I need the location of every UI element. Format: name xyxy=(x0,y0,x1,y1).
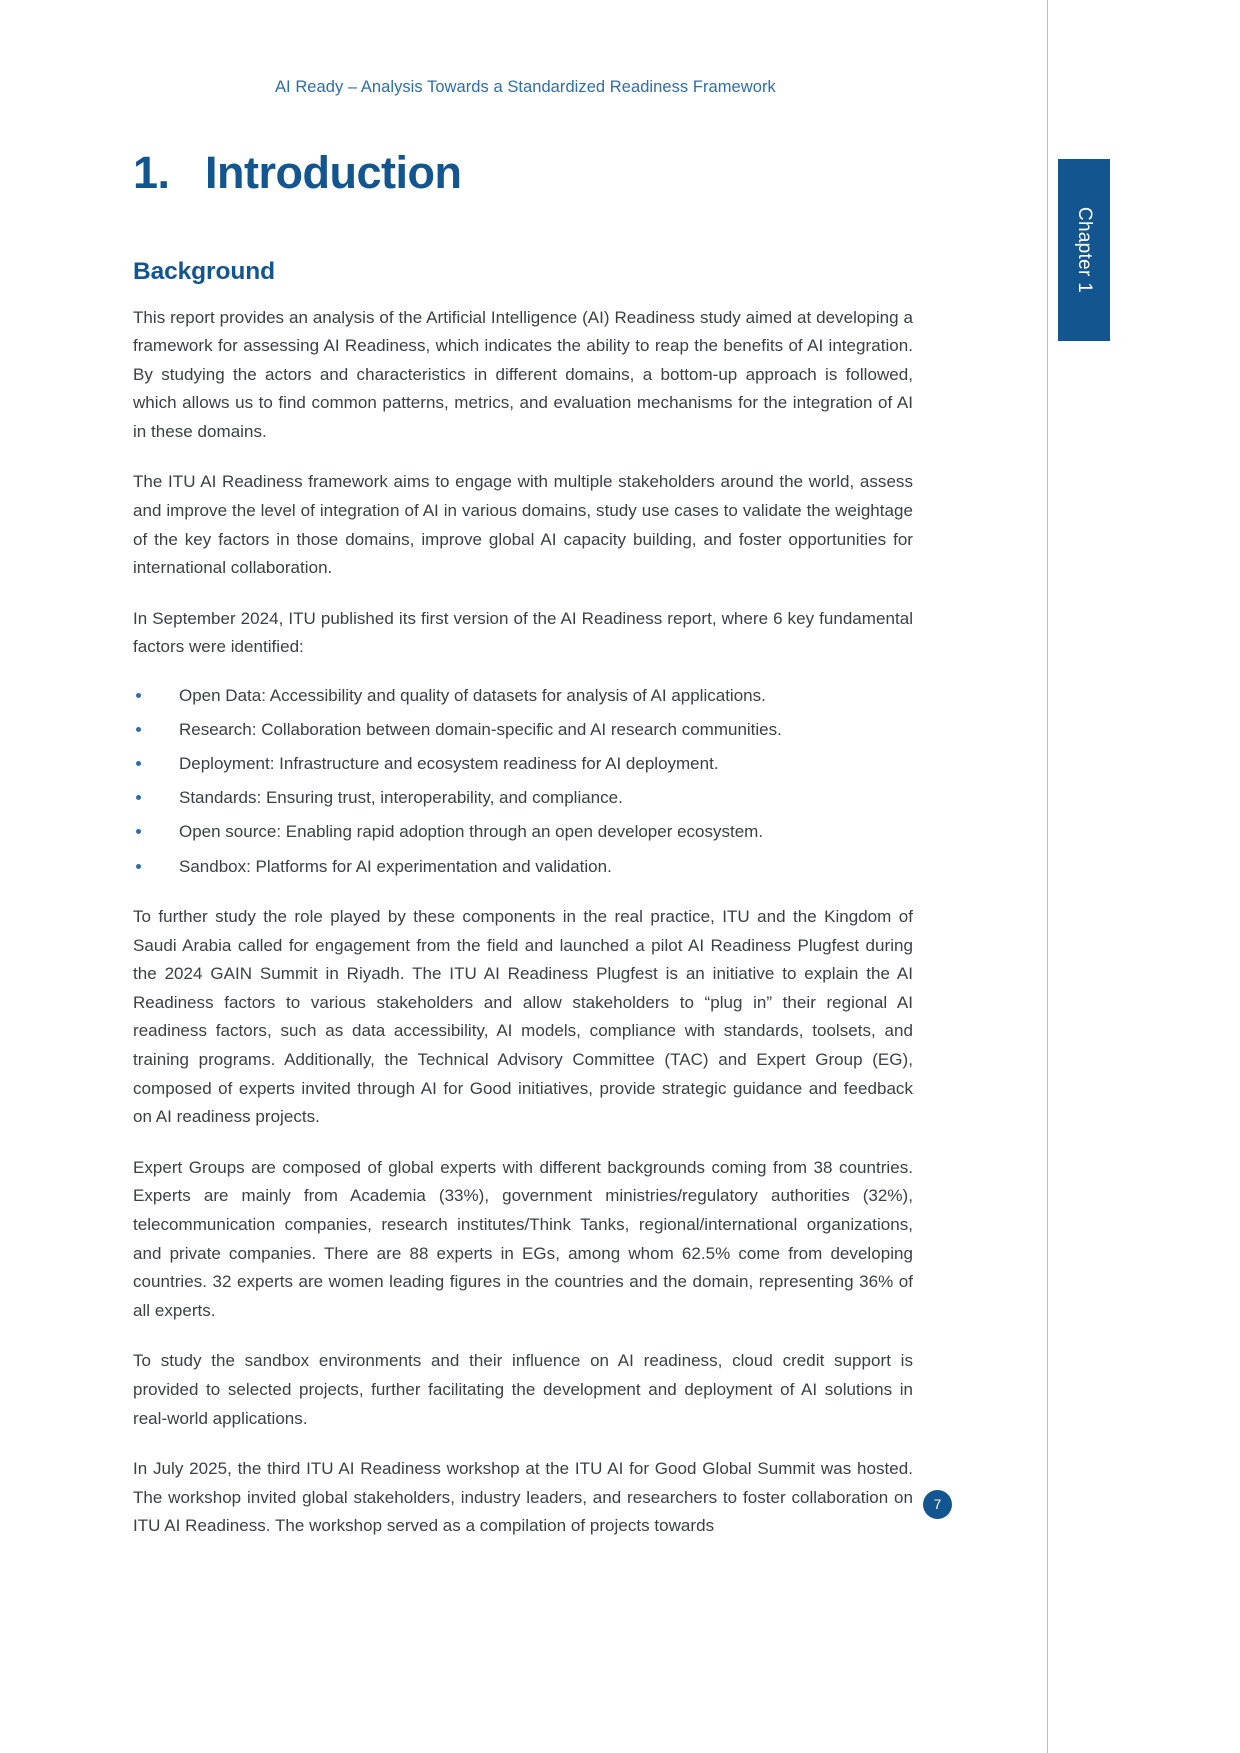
chapter-name: Introduction xyxy=(205,147,462,198)
paragraph-6: To study the sandbox environments and their influence on AI readiness, cloud credit support is provided to selected projects, further facilitating the development and deployment of AI solutions in real-world applications. xyxy=(133,1351,913,1428)
bullet-dot-icon xyxy=(136,727,141,732)
chapter-tab xyxy=(1058,159,1110,341)
bullet-dot-icon xyxy=(136,864,141,869)
list-item-label: Open source: Enabling rapid adoption through an open developer ecosystem. xyxy=(179,822,764,842)
page-title xyxy=(133,148,913,198)
list-item-label: Sandbox: Platforms for AI experimentation and validation. xyxy=(179,856,612,876)
list-item xyxy=(133,818,913,847)
section-heading-background: Background xyxy=(133,257,275,285)
list-item-label: Research: Collaboration between domain-specific and AI research communities. xyxy=(179,720,782,740)
bullet-dot-icon xyxy=(136,761,141,766)
list-item-label: Deployment: Infrastructure and ecosystem readiness for AI deployment. xyxy=(179,754,719,774)
bullet-dot-icon xyxy=(136,829,141,834)
chapter-number: 1. xyxy=(133,147,170,198)
main-content xyxy=(133,148,913,1563)
list-item-label: Open Data: Accessibility and quality of datasets for analysis of AI applications. xyxy=(179,686,766,706)
list-item xyxy=(133,853,913,882)
list-item xyxy=(133,750,913,779)
list-item xyxy=(133,716,913,745)
page-margin-rule xyxy=(1047,0,1048,1753)
list-item-label: Standards: Ensuring trust, interoperability, and compliance. xyxy=(179,788,623,808)
page-number-badge: 7 xyxy=(923,1490,952,1519)
bullet-dot-icon xyxy=(136,795,141,800)
chapter-tab-label: Chapter 1 xyxy=(1074,206,1095,294)
paragraph-7: In July 2025, the third ITU AI Readiness workshop at the ITU AI for Good Global Summit was hosted. The workshop invited global stakeholders, industry leaders, and researchers to foster collaboration on ITU AI Readiness. The workshop served as a compilation of projects towards xyxy=(133,1459,913,1536)
paragraph-1: This report provides an analysis of the Artificial Intelligence (AI) Readiness study aimed at developing a framework for assessing AI Readiness, which indicates the ability to reap the benefits of AI integration. By studying the actors and characteristics in different domains, a bottom-up approach is followed, which allows us to find common patterns, metrics, and evaluation mechanisms for the integration of AI in these domains. xyxy=(133,307,913,441)
list-item xyxy=(133,682,913,711)
paragraph-4: To further study the role played by these components in the real practice, ITU and the Kingdom of Saudi Arabia called for engagement from the field and launched a pilot AI Readiness Plugfest during the 2024 GAIN Summit in Riyadh. The ITU AI Readiness Plugfest is an initiative to explain the AI Readiness factors to various stakeholders and allow stakeholders to “plug in” their regional AI readiness factors, such as data accessibility, AI models, compliance with standards, toolsets, and training programs. Additionally, the Technical Advisory Committee (TAC) and Expert Group (EG), composed of experts invited through AI for Good initiatives, provide strategic guidance and feedback on AI readiness projects. xyxy=(133,907,913,1127)
running-header: AI Ready – Analysis Towards a Standardized Readiness Framework xyxy=(275,78,776,96)
key-factors-list xyxy=(133,682,913,881)
paragraph-5: Expert Groups are composed of global experts with different backgrounds coming from 38 countries. Experts are mainly from Academia (33%), government ministries/regulatory authorities (32%), telecommunication companies, research institutes/Think Tanks, regional/international organizations, and private companies. There are 88 experts in EGs, among whom 62.5% come from developing countries. 32 experts are women leading figures in the countries and the domain, representing 36% of all experts. xyxy=(133,1157,913,1320)
list-item xyxy=(133,784,913,813)
paragraph-3: In September 2024, ITU published its first version of the AI Readiness report, where 6 key fundamental factors were identified: xyxy=(133,608,913,657)
paragraph-2: The ITU AI Readiness framework aims to engage with multiple stakeholders around the world, assess and improve the level of integration of AI in various domains, study use cases to validate the weightage of the key factors in those domains, improve global AI capacity building, and foster opportunities for international collaboration. xyxy=(133,472,913,578)
bullet-dot-icon xyxy=(136,693,141,698)
